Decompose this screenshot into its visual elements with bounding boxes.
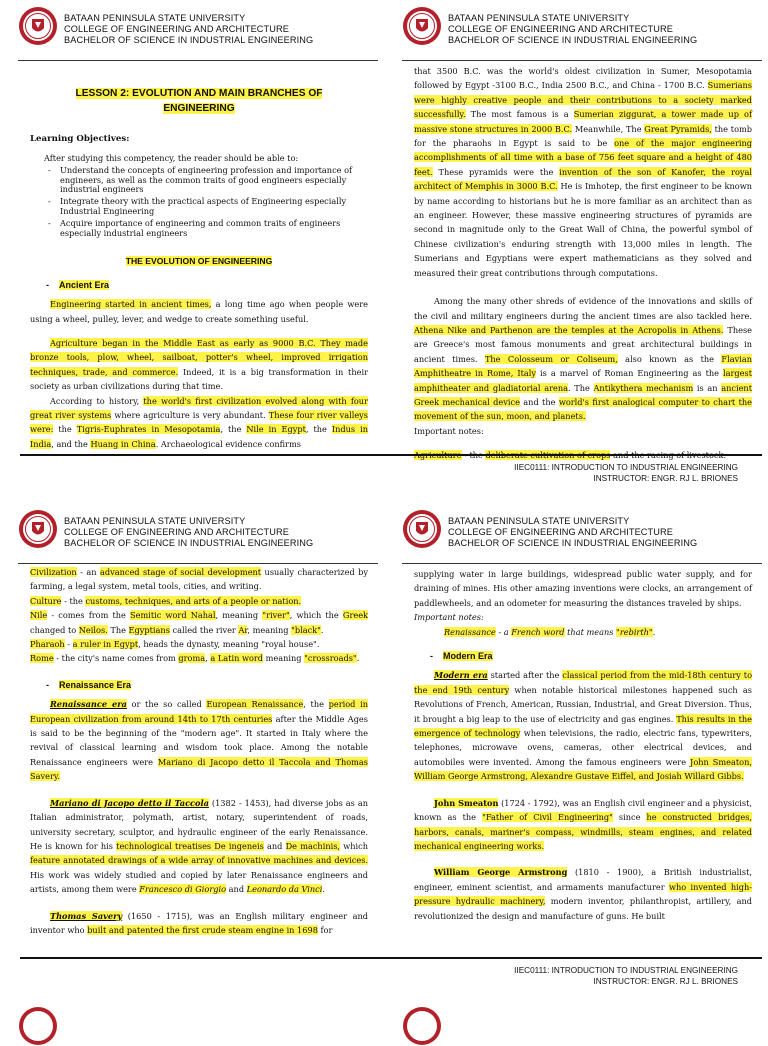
page-2 (398, 0, 762, 461)
paragraph: Agriculture began in the Middle East as early as 9000 B.C. They made bronze tools, plow, wheel, sailboat, potter's wheel, improved irrigation techniques, trade, and commerce. Indeed, it is a big transformation in their society as urban civilizations during that time. (30, 338, 368, 392)
subheading-modern: - Modern Era (446, 649, 752, 663)
definition: Pharaoh - a ruler in Egypt, heads the dynasty, meaning "royal house". (30, 639, 320, 650)
header-program: BACHELOR OF SCIENCE IN INDUSTRIAL ENGINEERING (64, 538, 314, 548)
header-university: BATAAN PENINSULA STATE UNIVERSITY (64, 13, 246, 23)
objective-item: - Understand the concepts of engineering profession and importance of engineers, as well as the common traits of good engineers especially industrial engineers (60, 166, 368, 195)
university-seal-icon (402, 6, 442, 46)
paragraph: that 3500 B.C. was the world's oldest civilization in Sumer, Mesopotamia followed by Egypt -3100 B.C., India 2500 B.C., and China - 1700 B.C. Sumerians were highly creative people and their contributions to a society marked successfully. The most famous is a Sumerian ziggurat, a tower made up of massive stone structures in 2000 B.C. Meanwhile, The Great Pyramids, the tomb for the pharaohs in Egypt is said to be one of the major engineering accomplishments of all time with a base of 756 feet square and a height of 480 feet. These pyramids were the invention of the son of Kanofer, the royal architect of Memphis in 3000 B.C. He is Imhotep, the first engineer to be known by name according to historians but he is more familiar as an architect than as an engineer. However, these massive engineering structures of pyramids are second in magnitude only to the Great Wall of China, the powerful symbol of Chinese civilization's enduring strength with 13,000 miles in length. The Sumerians and Egyptians were expert mathematicians as they solved and measured their great contributions through computations. (414, 66, 753, 278)
header-college: COLLEGE OF ENGINEERING AND ARCHITECTURE (64, 527, 289, 537)
header-divider (402, 563, 762, 564)
objectives-title: Learning Objectives: (30, 134, 130, 144)
paragraph: Renaissance era or the so called European Renaissance, the period in European civilization from around 14th to 17th centuries after the Middle Ages is said to be the beginning of the "modern age". It started in Italy where the revival of classical learning and wisdom took place. Among the notable Renaissance engineers were Mariano di Jacopo detto il Taccola and Thomas Savery. (30, 699, 369, 782)
footer-course: IIEC0111: INTRODUCTION TO INDUSTRIAL ENGINEERING (514, 966, 738, 975)
university-seal-icon (402, 1006, 442, 1046)
header-college: COLLEGE OF ENGINEERING AND ARCHITECTURE (64, 24, 289, 34)
notes-label: Important notes: (414, 612, 484, 623)
footer-instructor: INSTRUCTOR: ENGR. RJ L. BRIONES (593, 474, 738, 483)
header-program: BACHELOR OF SCIENCE IN INDUSTRIAL ENGINEERING (448, 35, 698, 45)
header-college: COLLEGE OF ENGINEERING AND ARCHITECTURE (448, 24, 673, 34)
page-header (398, 503, 762, 559)
objective-item: - Acquire importance of engineering and common traits of engineers especially industrial engineers (60, 219, 368, 239)
page-4 (398, 503, 762, 953)
paragraph: Thomas Savery (1650 - 1715), was an English military engineer and inventor who built and patented the first crude steam engine in 1698 for (30, 910, 368, 935)
paragraph: Modern era started after the classical period from the mid-18th century to the end 19th century when notable historical milestones happened such as Revolutions of French, American, Russian, Industrial, and Great Diversion. Thus, it brought a big leap to the use of electricity and gas engines. This results in the emergence of technology when televisions, the radio, electric fans, typewriters, telephones, microwave ovens, cameras, other electrical devices, and automobiles were invented. Among the famous engineers were John Smeaton, William George Armstrong, Alexandre Gustave Eiffel, and Josiah Willard Gibbs. (414, 670, 753, 782)
header-university: BATAAN PENINSULA STATE UNIVERSITY (448, 516, 630, 526)
paragraph: Engineering started in ancient times, a long time ago when people were using a wheel, pulley, lever, and wedge to create something useful. (30, 299, 368, 324)
notes-label: Important notes: (414, 425, 484, 436)
header-divider (18, 563, 378, 564)
subheading-ancient: - Ancient Era (62, 278, 368, 292)
header-program: BACHELOR OF SCIENCE IN INDUSTRIAL ENGINEERING (448, 538, 698, 548)
objectives-list (30, 166, 368, 239)
page-1 (14, 0, 378, 450)
header-divider (402, 60, 762, 61)
university-seal-icon (18, 6, 58, 46)
university-seal-icon (402, 509, 442, 549)
subheading-renaissance: - Renaissance Era (62, 678, 368, 692)
paragraph: William George Armstrong (1810 - 1900), a British industrialist, engineer, eminent scientist, and armaments manufacturer who invented high-pressure hydraulic machinery, modern inventor, philanthropist, artillery, and revolutionized the design and manufacture of guns. He built (414, 867, 753, 921)
header-divider (18, 60, 378, 61)
objective-item: - Integrate theory with the practical aspects of Engineering especially Industrial Engineering (60, 197, 368, 217)
footer-course: IIEC0111: INTRODUCTION TO INDUSTRIAL ENGINEERING (514, 463, 738, 472)
note-item: Renaissance - a French word that means "rebirth". (444, 626, 656, 637)
page-3 (14, 503, 378, 953)
footer-rule (20, 454, 762, 456)
definition: Civilization - an advanced stage of social development usually characterized by farming, a legal system, metal tools, cities, and writing. (30, 567, 369, 592)
section-title: THE EVOLUTION OF ENGINEERING (125, 256, 273, 267)
note-item: Agriculture - the deliberate cultivation of crops and the racing of livestock. (414, 450, 727, 461)
paragraph: According to history, the world's first civilization evolved along with four great river systems where agriculture is very abundant. These four river valleys were: the Tigris-Euphrates in Mesopotamia, the Nile in Egypt, the Indus in India, and the Huang in China. Archaeological evidence confirms (30, 395, 369, 449)
definition: Nile - comes from the Semitic word Nahal, meaning "river", which the Greek changed to Neilos. The Egyptians called the river Ar, meaning "black". (30, 610, 369, 635)
page-footer (514, 462, 738, 484)
paragraph: Among the many other shreds of evidence of the innovations and skills of the civil and military engineers during the ancient times are also tackled here. Athena Nike and Parthenon are the temples at the Acropolis in Athens. These are Greece's most famous monuments and great architectural buildings in ancient times. The Colosseum or Coliseum, also known as the Flavian Amphitheatre in Rome, Italy is a marvel of Roman Engineering as the largest amphitheater and gladiatorial arena. The Antikythera mechanism is an ancient Greek mechanical device and the world's first analogical computer to chart the movement of the sun, moon, and planets. (414, 296, 753, 422)
university-seal-icon (18, 509, 58, 549)
page-header (14, 503, 378, 559)
paragraph: supplying water in large buildings, widespread public water supply, and for draining of mines. His other amazing inventions were clocks, an arrangement of paddlewheels, and an odometer for measuring the distances traveled by ships. (414, 569, 752, 608)
objectives-intro: After studying this competency, the reader should be able to: (44, 153, 299, 164)
definition: Culture - the customs, techniques, and arts of a people or nation. (30, 595, 302, 606)
footer-instructor: INSTRUCTOR: ENGR. RJ L. BRIONES (593, 977, 738, 986)
page-header (398, 0, 762, 56)
page-header (14, 0, 378, 56)
header-college: COLLEGE OF ENGINEERING AND ARCHITECTURE (448, 527, 673, 537)
university-seal-icon (18, 1006, 58, 1046)
header-university: BATAAN PENINSULA STATE UNIVERSITY (64, 516, 246, 526)
footer-rule (20, 957, 762, 959)
paragraph: Mariano di Jacopo detto il Taccola (1382 - 1453), had diverse jobs as an Italian administrator, polymath, artist, notary, superintendent of roads, university secretary, sculptor, and hydraulic engineer of the early Renaissance. He is known for his technological treatises De ingeneis and De machinis, which feature annotated drawings of a wide array of innovative machines and devices. His work was widely studied and copied by later Renaissance engineers and artists, among them were Francesco di Giorgio and Leonardo da Vinci. (30, 797, 368, 895)
header-program: BACHELOR OF SCIENCE IN INDUSTRIAL ENGINEERING (64, 35, 314, 45)
page-footer (514, 965, 738, 987)
lesson-title: LESSON 2: EVOLUTION AND MAIN BRANCHES OF ENGINEERING (75, 88, 323, 114)
definition: Rome - the city's name comes from groma, a Latin word meaning "crossroads". (30, 653, 360, 664)
paragraph: John Smeaton (1724 - 1792), was an English civil engineer and a physicist, known as the "Father of Civil Engineering" since he constructed bridges, harbors, canals, mariner's compass, windmills, steam engines, and related mechanical engineering works. (414, 797, 752, 851)
header-university: BATAAN PENINSULA STATE UNIVERSITY (448, 13, 630, 23)
